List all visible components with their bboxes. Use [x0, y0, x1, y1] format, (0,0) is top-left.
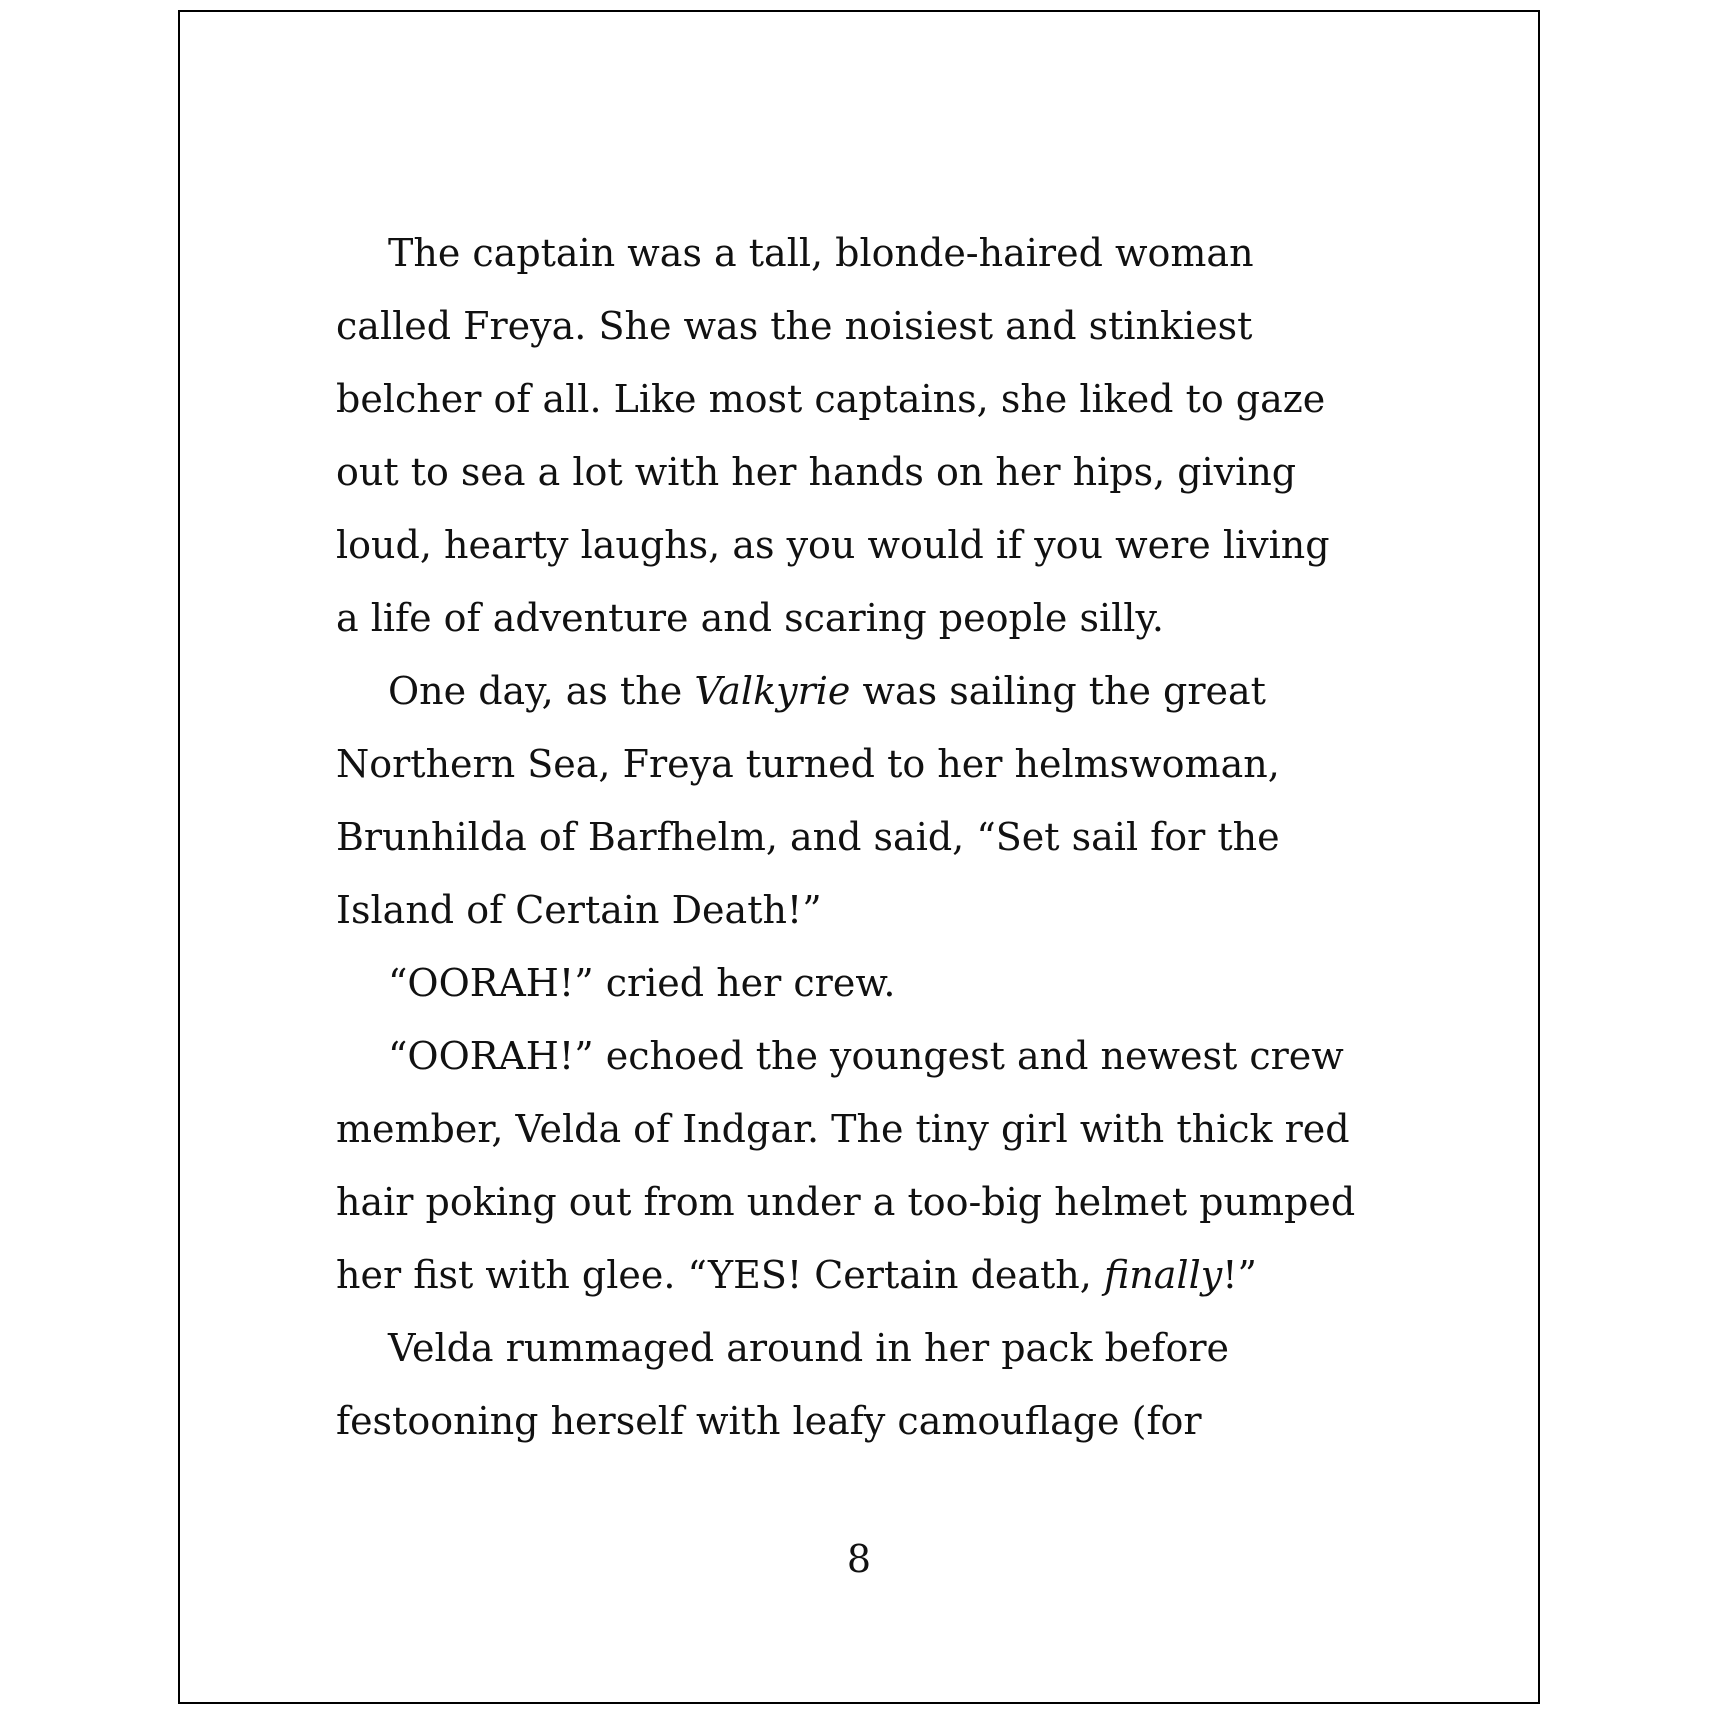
- text-line: loud, hearty laughs, as you would if you were living: [336, 523, 1330, 567]
- text-line: festooning herself with leafy camouflage (for: [336, 1399, 1202, 1443]
- emphasis-italic: finally: [1103, 1253, 1223, 1297]
- text-run: her fist with glee. “YES! Certain death,: [336, 1253, 1104, 1297]
- text-line: a life of adventure and scaring people silly.: [336, 596, 1164, 640]
- ship-name-italic: Valkyrie: [694, 669, 851, 713]
- book-page: [178, 10, 1540, 1704]
- text-line: “OORAH!” echoed the youngest and newest crew: [388, 1034, 1344, 1078]
- text-line: [336, 655, 1356, 728]
- text-line: “OORAH!” cried her crew.: [388, 961, 896, 1005]
- body-text: [336, 217, 1356, 1458]
- text-line: called Freya. She was the noisiest and stinkiest: [336, 304, 1253, 348]
- text-line: Brunhilda of Barfhelm, and said, “Set sail for the: [336, 815, 1280, 859]
- text-line: Velda rummaged around in her pack before: [388, 1326, 1229, 1370]
- text-line: The captain was a tall, blonde-haired woman: [388, 231, 1254, 275]
- text-line: Northern Sea, Freya turned to her helmswoman,: [336, 742, 1280, 786]
- text-run: was sailing the great: [850, 669, 1266, 713]
- text-line: [336, 1239, 1356, 1312]
- text-run: !”: [1222, 1253, 1257, 1297]
- text-line: belcher of all. Like most captains, she liked to gaze: [336, 377, 1326, 421]
- text-line: hair poking out from under a too-big helmet pumped: [336, 1180, 1356, 1224]
- text-run: One day, as the: [388, 669, 695, 713]
- text-line: Island of Certain Death!”: [336, 888, 822, 932]
- text-line: out to sea a lot with her hands on her hips, giving: [336, 450, 1297, 494]
- text-line: member, Velda of Indgar. The tiny girl with thick red: [336, 1107, 1350, 1151]
- page-number: 8: [846, 1537, 872, 1581]
